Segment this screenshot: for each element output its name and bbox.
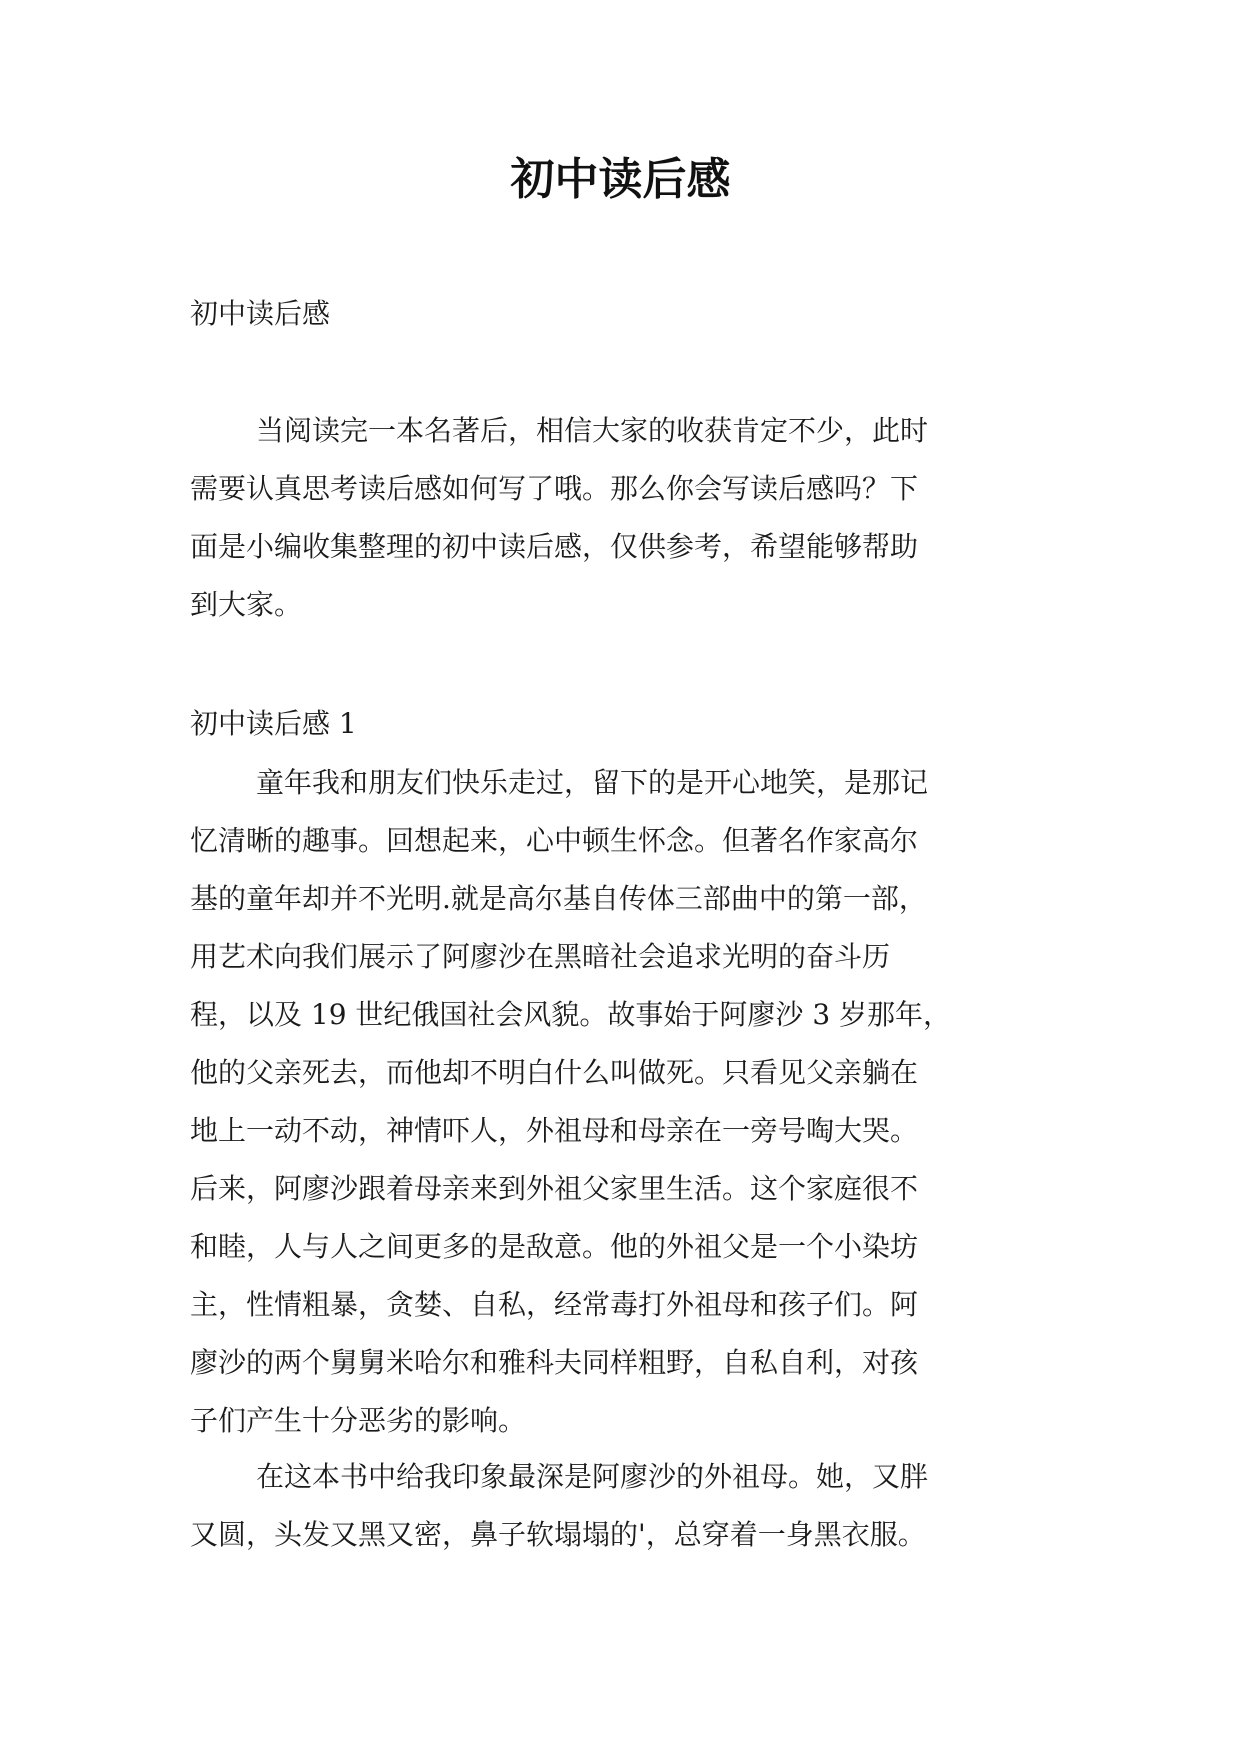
body-line: 程，以及 19 世纪俄国社会风貌。故事始于阿廖沙 3 岁那年，	[190, 998, 952, 1031]
intro-line: 面是小编收集整理的初中读后感，仅供参考，希望能够帮助	[190, 530, 919, 563]
body-line: 在这本书中给我印象最深是阿廖沙的外祖母。她，又胖	[256, 1460, 929, 1493]
body-line: 和睦，人与人之间更多的是敌意。他的外祖父是一个小染坊	[190, 1230, 919, 1263]
body-line: 后来，阿廖沙跟着母亲来到外祖父家里生活。这个家庭很不	[190, 1172, 919, 1205]
intro-line: 当阅读完一本名著后，相信大家的收获肯定不少，此时	[256, 414, 929, 447]
body-line: 又圆，头发又黑又密，鼻子软塌塌的'，总穿着一身黑衣服。	[190, 1518, 926, 1551]
document-subtitle: 初中读后感	[190, 297, 331, 330]
body-line: 子们产生十分恶劣的影响。	[190, 1404, 527, 1437]
section-heading: 初中读后感 1	[190, 707, 357, 740]
intro-paragraph	[190, 402, 1058, 634]
body-line: 他的父亲死去，而他却不明白什么叫做死。只看见父亲躺在	[190, 1056, 919, 1089]
body-paragraph-1	[190, 754, 1058, 1450]
body-line: 忆清晰的趣事。回想起来，心中顿生怀念。但著名作家高尔	[190, 824, 919, 857]
body-line: 用艺术向我们展示了阿廖沙在黑暗社会追求光明的奋斗历	[190, 940, 891, 973]
intro-line: 到大家。	[190, 588, 303, 621]
body-line: 主，性情粗暴，贪婪、自私，经常毒打外祖母和孩子们。阿	[190, 1288, 919, 1321]
body-paragraph-2	[190, 1448, 1058, 1564]
body-line: 地上一动不动，神情吓人，外祖母和母亲在一旁号啕大哭。	[190, 1114, 919, 1147]
body-line: 基的童年却并不光明.就是高尔基自传体三部曲中的第一部，	[190, 882, 927, 915]
intro-line: 需要认真思考读后感如何写了哦。那么你会写读后感吗？下	[190, 472, 919, 505]
document-title: 初中读后感	[510, 154, 731, 205]
body-line: 廖沙的两个舅舅米哈尔和雅科夫同样粗野，自私自利，对孩	[190, 1346, 919, 1379]
body-line: 童年我和朋友们快乐走过，留下的是开心地笑，是那记	[256, 766, 929, 799]
